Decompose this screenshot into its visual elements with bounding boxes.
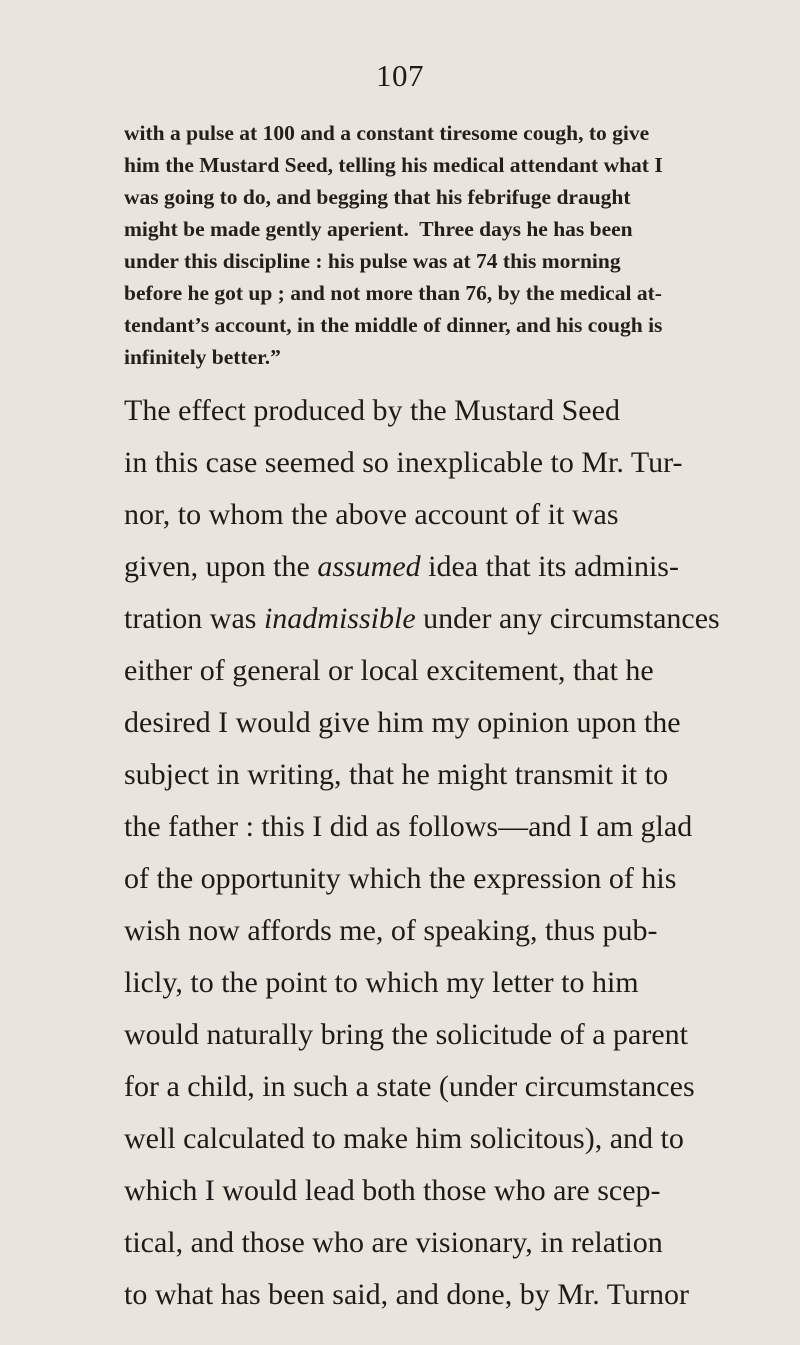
quote-line: tendant’s account, in the middle of dinner, and his cough is [124,313,663,337]
body-line [124,547,679,587]
quote-line: under this discipline : his pulse was at 74 this morning [124,249,621,273]
body-line: either of general or local excitement, that he [124,654,654,687]
page-number: 107 [376,58,424,93]
body-text: idea that its adminis- [420,550,679,583]
quote-line: with a pulse at 100 and a constant tiresome cough, to give [124,121,650,145]
quote-line: might be made gently aperient. Three days he has been [124,217,633,241]
quote-line: him the Mustard Seed, telling his medical attendant what I [124,153,663,177]
body-line: the father : this I did as follows—and I am glad [124,810,693,843]
body-line: subject in writing, that he might transmit it to [124,758,669,791]
body-line: for a child, in such a state (under circumstances [124,1070,695,1103]
emphasis-text: assumed [317,550,421,583]
body-line: which I would lead both those who are scep- [124,1174,661,1207]
quote-line: before he got up ; and not more than 76, by the medical at- [124,281,662,305]
body-text: tration was [124,602,264,635]
body-line: The effect produced by the Mustard Seed [124,394,620,427]
body-text: given, upon the [124,550,318,583]
body-line: would naturally bring the solicitude of a parent [124,1018,689,1051]
body-line: desired I would give him my opinion upon the [124,706,681,739]
body-line: tical, and those who are visionary, in relation [124,1226,663,1259]
quote-line: infinitely better.” [124,345,281,369]
body-line: licly, to the point to which my letter to him [124,966,639,999]
body-line: to what has been said, and done, by Mr. Turnor [124,1278,689,1311]
body-line: nor, to whom the above account of it was [124,498,619,531]
body-text: under any circumstances [415,602,720,635]
body-line: of the opportunity which the expression of his [124,862,677,895]
body-line: well calculated to make him solicitous), and to [124,1122,684,1155]
body-line: in this case seemed so inexplicable to Mr. Tur- [124,446,683,479]
quote-line: was going to do, and begging that his febrifuge draught [124,185,631,209]
body-line [124,599,720,639]
body-line: wish now affords me, of speaking, thus pub- [124,914,658,947]
emphasis-text: inadmissible [263,602,416,635]
